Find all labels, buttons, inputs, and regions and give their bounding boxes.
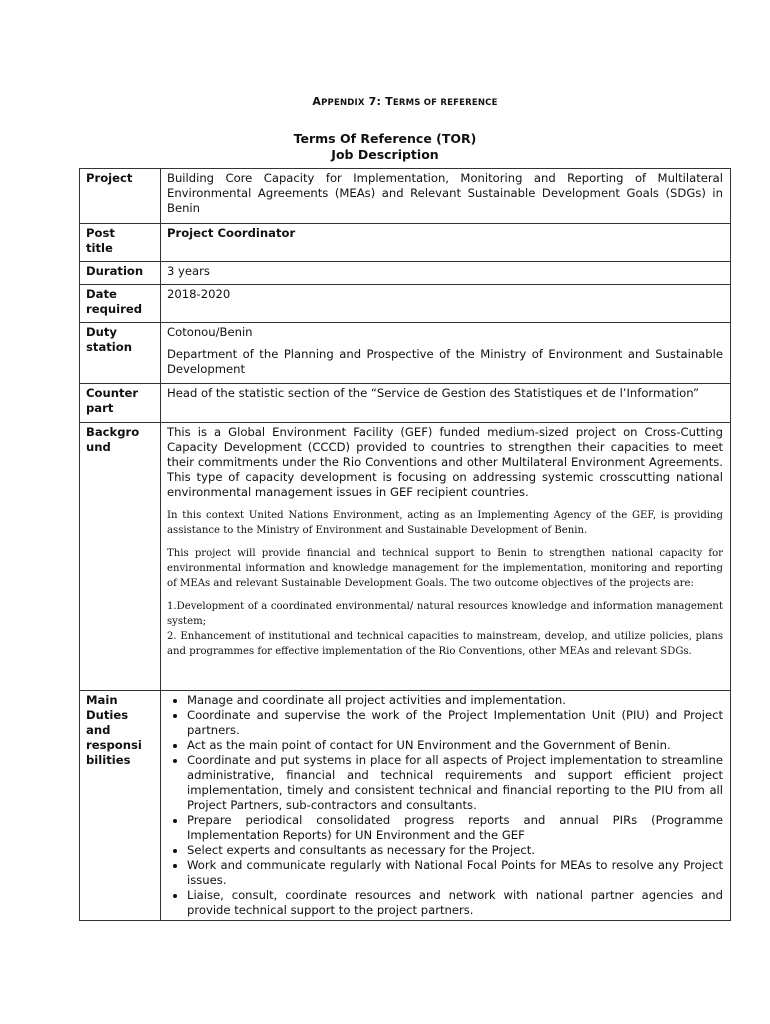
- duty-item: • Act as the main point of contact for UN Environment and the Government of Benin.: [187, 738, 723, 753]
- label-line: Backgro: [86, 425, 140, 439]
- label-duration: Duration: [80, 262, 161, 285]
- value-main-duties: [161, 691, 731, 921]
- appendix-heading-part: ERMS OF REFERENCE: [392, 98, 498, 108]
- label-line: Duty: [86, 325, 117, 339]
- row-duration: [80, 262, 731, 285]
- value-counterpart: Head of the statistic section of the “Service de Gestion des Statistiques et de l’Information”: [161, 384, 731, 423]
- background-paragraph: This project will provide financial and technical support to Benin to strengthen national capacity for environmental information and knowledge management for the implementation, monitoring and reporting of MEAs and relevant Sustainable Development Goals. The two outcome objectives of the projects are:: [167, 548, 723, 589]
- label-line: Duties: [86, 708, 129, 722]
- appendix-heading-part: A: [312, 95, 322, 108]
- label-main-duties: [80, 691, 161, 921]
- label-line: Post: [86, 226, 115, 240]
- value-background: [161, 423, 731, 691]
- duty-item: • Work and communicate regularly with National Focal Points for MEAs to resolve any Project issues.: [187, 858, 723, 888]
- label-duty-station: [80, 323, 161, 384]
- duty-item: • Coordinate and put systems in place for all aspects of Project implementation to streamline administrative, financial and technical requirements and support efficient project implementation, timely and consistent technical and financial reporting to the PIU from all Project Partners, sub-contractors and consultants.: [187, 753, 723, 813]
- duty-item: • Manage and coordinate all project activities and implementation.: [187, 693, 723, 708]
- background-objective: 2. Enhancement of institutional and technical capacities to mainstream, develop, and utilize policies, plans and programmes for effective implementation of the Rio Conventions, other MEAs and relevant SDGs.: [167, 631, 723, 657]
- label-line: station: [86, 340, 133, 354]
- value-post-title: Project Coordinator: [161, 224, 731, 262]
- row-counterpart: [80, 384, 731, 423]
- label-line: required: [86, 302, 142, 316]
- duty-station-department: Department of the Planning and Prospective of the Ministry of Environment and Sustainable Development: [167, 347, 723, 376]
- value-date-required: 2018-2020: [161, 285, 731, 323]
- label-line: Counter: [86, 386, 139, 400]
- label-line: and: [86, 723, 111, 737]
- row-background: [80, 423, 731, 691]
- background-objective: 1.Development of a coordinated environmental/ natural resources knowledge and information management system;: [167, 601, 723, 627]
- label-post-title: [80, 224, 161, 262]
- duty-station-city: Cotonou/Benin: [167, 325, 253, 339]
- document-title: [0, 131, 770, 163]
- value-duty-station: [161, 323, 731, 384]
- duty-item: • Coordinate and supervise the work of the Project Implementation Unit (PIU) and Project partners.: [187, 708, 723, 738]
- label-project: Project: [80, 169, 161, 224]
- duty-item: • Prepare periodical consolidated progress reports and annual PIRs (Programme Implementation Reports) for UN Environment and the GEF: [187, 813, 723, 843]
- label-line: und: [86, 440, 111, 454]
- label-date-required: [80, 285, 161, 323]
- tor-table: [79, 168, 731, 921]
- appendix-heading: [0, 95, 770, 108]
- label-counterpart: [80, 384, 161, 423]
- duties-list: [167, 693, 723, 918]
- row-duty-station: [80, 323, 731, 384]
- label-line: part: [86, 401, 114, 415]
- label-line: bilities: [86, 753, 131, 767]
- duty-item: • Select experts and consultants as necessary for the Project.: [187, 843, 723, 858]
- label-line: Main: [86, 693, 118, 707]
- label-line: Date: [86, 287, 117, 301]
- row-main-duties: [80, 691, 731, 921]
- appendix-heading-part: 7: T: [364, 95, 393, 108]
- background-paragraph: This is a Global Environment Facility (GEF) funded medium-sized project on Cross-Cutting Capacity Development (CCCD) provided to countries to strengthen their capacities to meet their commitments under the Rio Conventions and other Multilateral Environment Agreements. This type of capacity development is focusing on addressing systemic crosscutting national environmental management issues in GEF recipient countries.: [167, 425, 723, 499]
- label-line: responsi: [86, 738, 142, 752]
- title-line-1: Terms Of Reference (TOR): [293, 131, 477, 146]
- background-paragraph: In this context United Nations Environment, acting as an Implementing Agency of the GEF, is providing assistance to the Ministry of Environment and Sustainable Development of Benin.: [167, 510, 723, 536]
- value-project: Building Core Capacity for Implementation, Monitoring and Reporting of Multilateral Environmental Agreements (MEAs) and Relevant Sustainable Development Goals (SDGs) in Benin: [161, 169, 731, 224]
- row-date-required: [80, 285, 731, 323]
- label-background: [80, 423, 161, 691]
- appendix-heading-part: PPENDIX: [321, 98, 365, 108]
- title-line-2: Job Description: [331, 147, 439, 162]
- row-project: [80, 169, 731, 224]
- value-duration: 3 years: [161, 262, 731, 285]
- duty-item: • Liaise, consult, coordinate resources and network with national partner agencies and provide technical support to the project partners.: [187, 888, 723, 918]
- label-line: title: [86, 241, 113, 255]
- row-post-title: [80, 224, 731, 262]
